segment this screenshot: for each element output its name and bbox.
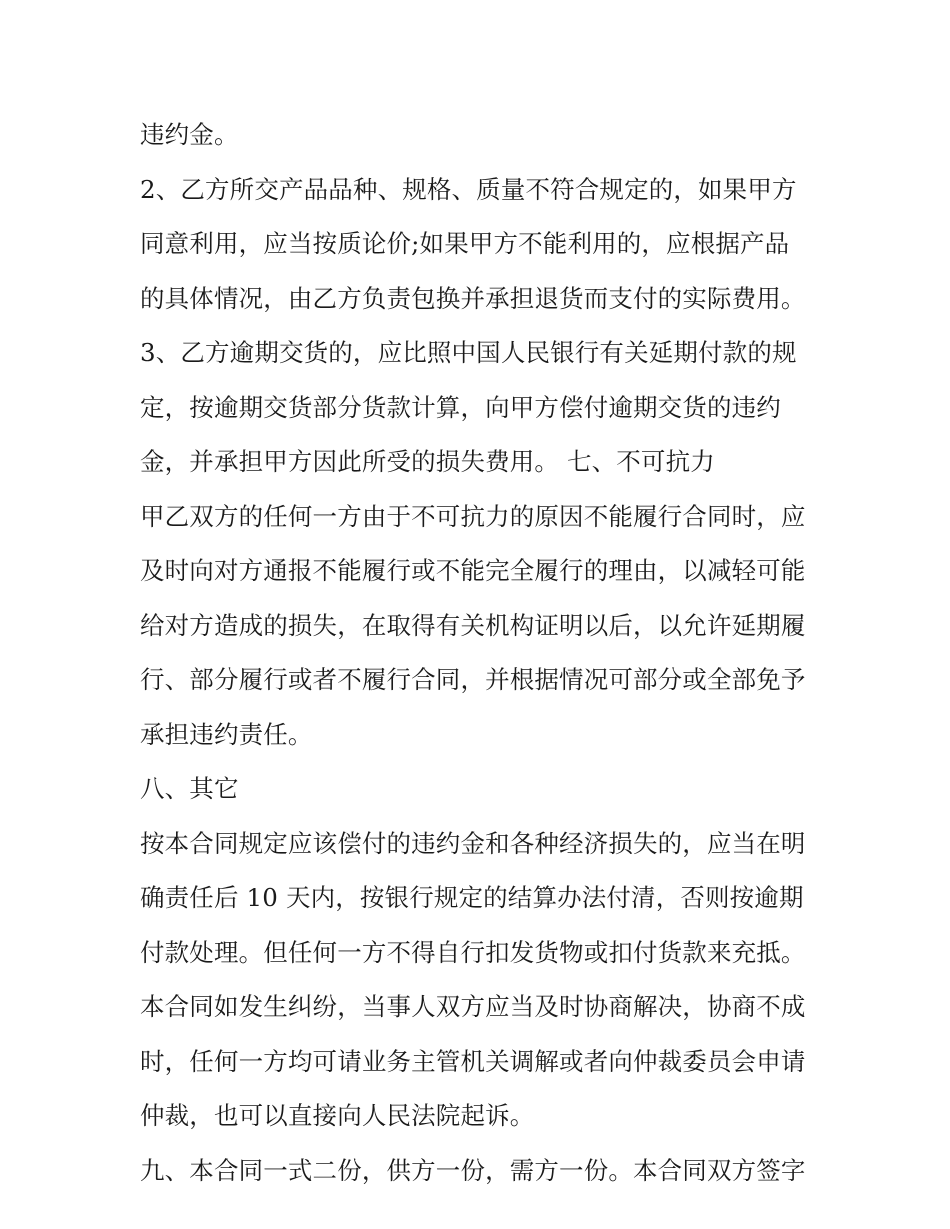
text-line: 时，任何一方均可请业务主管机关调解或者向仲裁委员会申请: [140, 1046, 806, 1076]
text-line: 行、部分履行或者不履行合同，并根据情况可部分或全部免予: [140, 665, 806, 694]
text-line: 及时向对方通报不能履行或不能完全履行的理由，以减轻可能: [140, 556, 806, 585]
text-line: 九、本合同一式二份，供方一份，需方一份。本合同双方签字: [140, 1155, 806, 1185]
text-line: 承担违约责任。: [140, 719, 313, 749]
text-line: 确责任后 10 天内，按银行规定的结算办法付清，否则按逾期: [140, 883, 804, 912]
text-line: 2、乙方所交产品品种、规格、质量不符合规定的，如果甲方: [140, 174, 797, 204]
text-line: 3、乙方逾期交货的，应比照中国人民银行有关延期付款的规: [140, 338, 797, 367]
text-line: 的具体情况，由乙方负责包换并承担退货而支付的实际费用。: [140, 283, 806, 313]
text-line: 甲乙双方的任何一方由于不可抗力的原因不能履行合同时，应: [140, 501, 806, 531]
section-heading: 八、其它: [140, 774, 239, 803]
text-line: 给对方造成的损失，在取得有关机构证明以后，以允许延期履: [140, 610, 806, 640]
text-line: 付款处理。但任何一方不得自行扣发货物或扣付货款来充抵。: [140, 937, 806, 967]
text-line: 金，并承担甲方因此所受的损失费用。 七、不可抗力: [140, 447, 715, 476]
text-line: 仲裁，也可以直接向人民法院起诉。: [140, 1101, 535, 1130]
text-line: 同意利用，应当按质论价;如果甲方不能利用的，应根据产品: [140, 229, 790, 258]
text-line: 定，按逾期交货部分货款计算，向甲方偿付逾期交货的违约: [140, 392, 781, 422]
contract-text-body: [140, 108, 830, 1198]
text-line: 按本合同规定应该偿付的违约金和各种经济损失的，应当在明: [140, 828, 806, 858]
text-line: 违约金。: [140, 120, 239, 149]
text-line: 本合同如发生纠纷，当事人双方应当及时协商解决，协商不成: [140, 992, 806, 1021]
